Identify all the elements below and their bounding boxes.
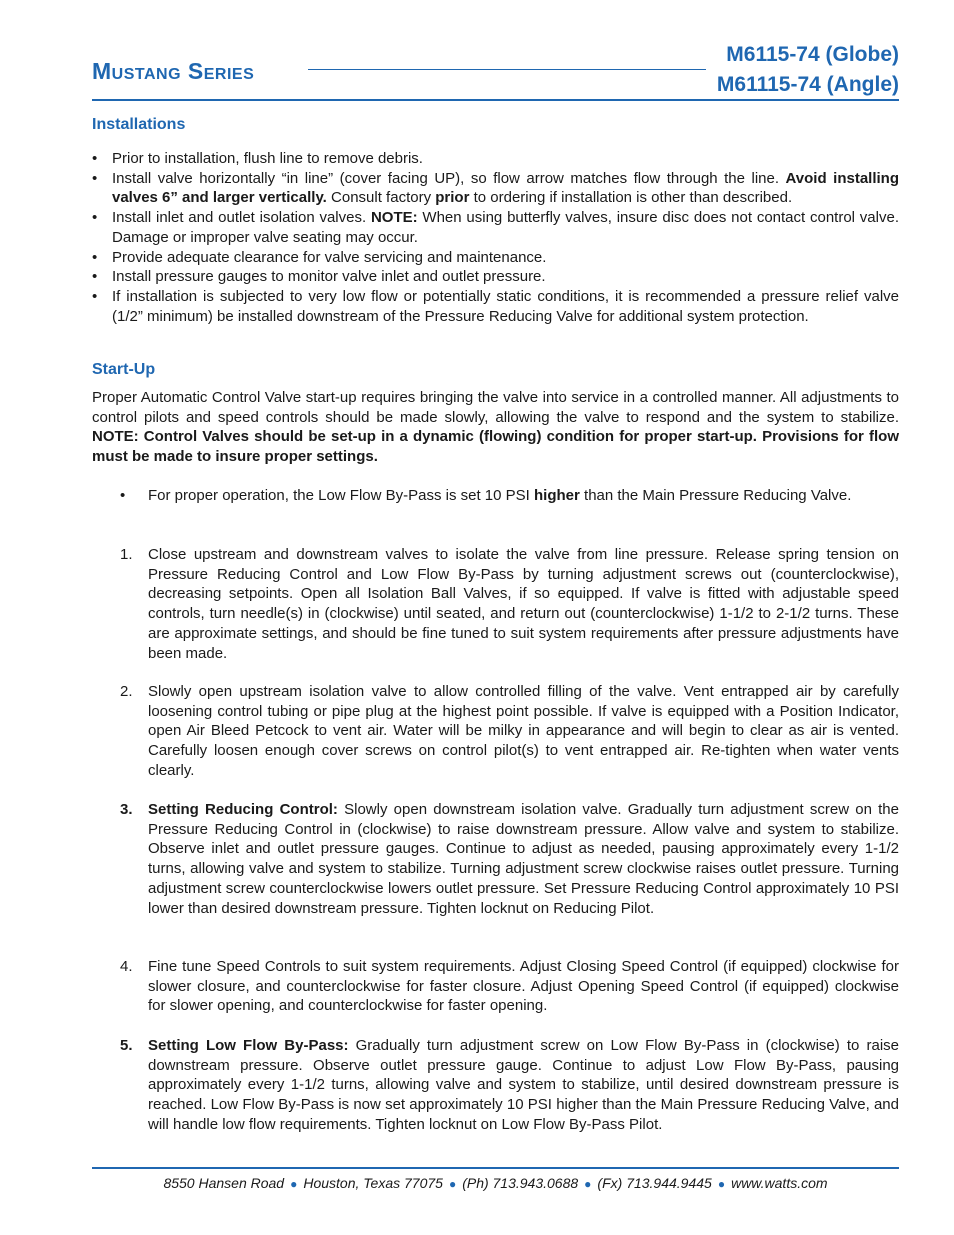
bold-text: higher bbox=[534, 487, 580, 504]
step-body bbox=[148, 545, 899, 663]
step-body bbox=[148, 800, 899, 918]
step-item bbox=[92, 1036, 899, 1135]
footer-phone: (Ph) 713.943.0688 bbox=[462, 1175, 579, 1191]
list-item bbox=[92, 287, 899, 326]
bold-text: NOTE: bbox=[370, 209, 418, 227]
text-run: Consult factory bbox=[326, 189, 436, 207]
footer-address: 8550 Hansen Road bbox=[163, 1175, 285, 1191]
header-underline bbox=[92, 99, 899, 101]
step-body bbox=[148, 682, 899, 781]
bold-text: Avoid installing valves 6” and larger vertically. bbox=[112, 169, 899, 207]
text-run: Provide adequate clearance for valve servicing and maintenance. bbox=[112, 248, 547, 266]
step-item bbox=[92, 682, 899, 781]
bullet-icon: • bbox=[92, 150, 98, 167]
bullet-icon: ● bbox=[717, 1177, 726, 1191]
installations-heading: Installations bbox=[92, 116, 186, 133]
step-item bbox=[92, 957, 899, 1016]
text-run: If installation is subjected to very low flow or potentially static conditions, it is recommended a pressure relief valve (1/2” minimum) be installed downstream of the Pressure Reducing Valve for additional system protection. bbox=[112, 287, 899, 325]
step-item bbox=[92, 800, 899, 918]
bold-text: Setting Reducing Control: bbox=[148, 801, 338, 818]
list-item bbox=[92, 208, 899, 247]
step-number: 2. bbox=[120, 683, 133, 700]
text-run: Close upstream and downstream valves to isolate the valve from line pressure. Release spring tension on Pressure Reducing Control and Low Flow By-Pass by turning adjustment screws out (counterclockwise), decreasing setpoints. Open all Isolation Ball Valves, if so equipped. If valve is fitted with adjustable speed controls, turn needle(s) in (clockwise) until seated, and return out (counterclockwise) 1-1/2 to 2-1/2 turns. These are approximate settings, and should be fine tuned to suit system requirements after pressure adjustments have been made. bbox=[148, 546, 899, 662]
step-body bbox=[148, 957, 899, 1016]
series-title: Mustang Series bbox=[92, 58, 255, 84]
text-run: Proper Automatic Control Valve start-up requires bringing the valve into service in a controlled manner. All adjustments to control pilots and speed controls should be made slowly, allowing the valve to respond and the system to stabilize. bbox=[92, 389, 899, 426]
step-item bbox=[92, 486, 899, 506]
text-run: Fine tune Speed Controls to suit system requirements. Adjust Closing Speed Control (if equipped) clockwise for slower closure, and counterclockwise for faster closure. Adjust Opening Speed Control (if equipped) clockwise for slower opening, and counterclockwise for faster opening. bbox=[148, 958, 899, 1015]
step-body bbox=[148, 1036, 899, 1135]
step-number: • bbox=[120, 487, 126, 504]
header-rule bbox=[308, 69, 706, 70]
installations-list bbox=[92, 149, 899, 326]
text-run: When using butterfly valves, insure disc does not contact control valve. Damage or improper valve seating may occur. bbox=[112, 209, 899, 246]
model-globe: M6115-74 (Globe) bbox=[726, 43, 899, 66]
startup-intro bbox=[92, 388, 899, 467]
bold-text: NOTE: Control Valves should be set-up in a dynamic (flowing) condition for proper start-up. Provisions for flow must be made to insure proper settings. bbox=[92, 428, 899, 466]
bullet-icon: • bbox=[92, 169, 98, 187]
text-run: For proper operation, the Low Flow By-Pass is set 10 PSI bbox=[148, 487, 535, 504]
step-number: 5. bbox=[120, 1037, 133, 1054]
list-item bbox=[92, 149, 899, 169]
list-item bbox=[92, 169, 899, 208]
text-run: Prior to installation, flush line to remove debris. bbox=[112, 150, 423, 167]
step-number: 3. bbox=[120, 801, 133, 818]
step-number: 4. bbox=[120, 958, 133, 975]
list-item bbox=[92, 248, 899, 268]
text-run: Install valve horizontally “in line” (cover facing UP), so flow arrow matches flow through the line. bbox=[112, 169, 786, 187]
footer-web-link[interactable]: www.watts.com bbox=[731, 1175, 828, 1191]
footer-city: Houston, Texas 77075 bbox=[303, 1175, 443, 1191]
text-run: Install inlet and outlet isolation valves. bbox=[112, 209, 371, 227]
list-item bbox=[92, 267, 899, 287]
text-run: Slowly open upstream isolation valve to allow controlled filling of the valve. Vent entrapped air by carefully loosening control tubing or pipe plug at the highest point possible. If valve is equipped with a Position Indicator, open Air Bleed Petcock to vent air. Water will be milky in appearance and will begin to clear as air is vented. Carefully loosen enough cover screws on control pilot(s) to vent entrapped air. Re-tighten when water vents clearly. bbox=[148, 683, 899, 779]
text-run: than the Main Pressure Reducing Valve. bbox=[579, 487, 852, 504]
startup-heading: Start-Up bbox=[92, 361, 156, 378]
bullet-icon: ● bbox=[290, 1177, 298, 1191]
footer-fax: (Fx) 713.944.9445 bbox=[597, 1175, 712, 1191]
bullet-icon: ● bbox=[448, 1177, 457, 1191]
bullet-icon: ● bbox=[584, 1177, 592, 1191]
text-run: Install pressure gauges to monitor valve inlet and outlet pressure. bbox=[112, 268, 546, 286]
text-run: to ordering if installation is other than described. bbox=[469, 189, 793, 207]
step-item bbox=[92, 545, 899, 663]
text-run: Slowly open downstream isolation valve. Gradually turn adjustment screw on the Pressure Reducing Control in (clockwise) to raise downstream pressure. Allow valve and system to stabilize. Observe inlet and outlet pressure gauges. Continue to adjust as needed, pausing approximately every 1-1/2 turns, allowing valve and system to stabilize. Turning adjustment screw clockwise raises outlet pressure. Turning adjustment screw counterclockwise lowers outlet pressure. Set Pressure Reducing Control approximately 10 PSI lower than desired downstream pressure. Tighten locknut on Reducing Pilot. bbox=[148, 801, 899, 917]
model-angle: M61115-74 (Angle) bbox=[716, 73, 899, 96]
step-number: 1. bbox=[120, 546, 133, 563]
footer bbox=[92, 1175, 899, 1191]
bullet-icon: • bbox=[92, 268, 98, 286]
footer-rule bbox=[92, 1167, 899, 1169]
text-run: Gradually turn adjustment screw on Low Flow By-Pass in (clockwise) to raise downstream pressure. Observe outlet pressure gauge. Continue to adjust Low Flow By-Pass, pausing approximately every 1-1/2 turns, allowing valve and system to stabilize, until desired downstream pressure is reached. Low Flow By-Pass is now set approximately 10 PSI higher than the Main Pressure Reducing Valve, and will handle low flow requirements. Tighten locknut on Low Flow By-Pass Pilot. bbox=[148, 1037, 900, 1133]
step-body bbox=[148, 486, 899, 506]
bold-text: Setting Low Flow By-Pass: bbox=[148, 1037, 349, 1054]
bold-text: prior bbox=[435, 189, 470, 207]
bullet-icon: • bbox=[92, 287, 98, 305]
bullet-icon: • bbox=[92, 248, 98, 266]
bullet-icon: • bbox=[92, 209, 98, 227]
